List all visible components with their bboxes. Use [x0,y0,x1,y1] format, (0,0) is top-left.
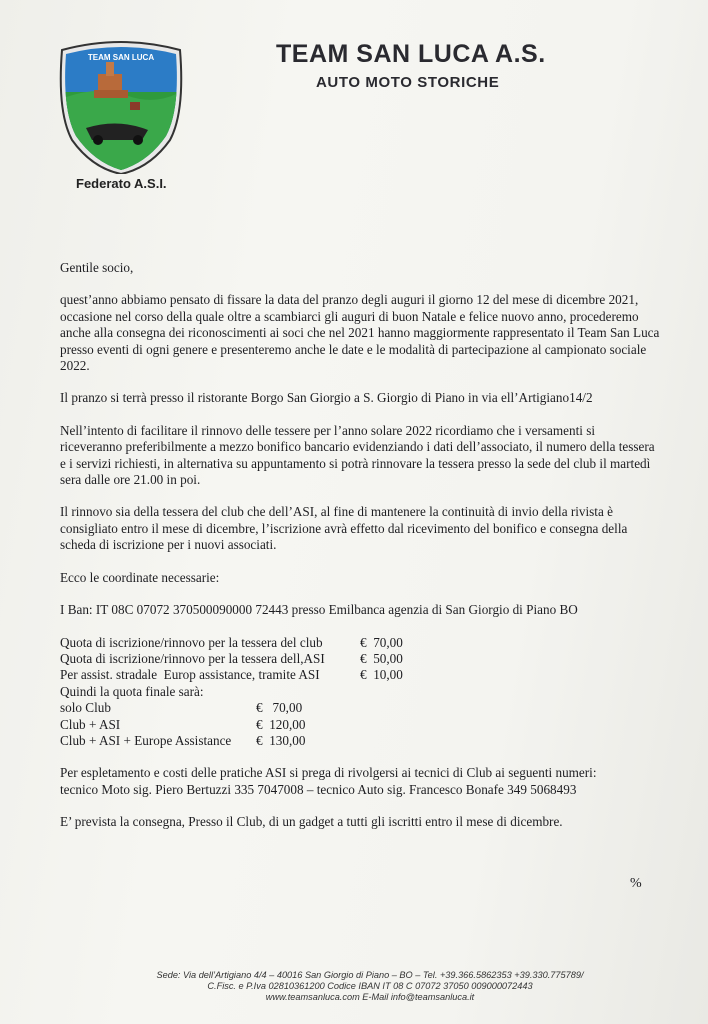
fee-row [60,651,660,667]
team-san-luca-shield-logo [58,40,184,174]
logo-text: TEAM SAN LUCA [87,53,155,62]
paragraph-venue: Il pranzo si terrà presso il ristorante Borgo San Giorgio a S. Giorgio di Piano in via ell’Artigiano14/2 [60,390,593,406]
contacts-line: tecnico Moto sig. Piero Bertuzzi 335 7047008 – tecnico Auto sig. Francesco Bonafe 349 5068493 [60,781,577,797]
total-row [60,733,660,749]
total-amount: € 70,00 [256,700,303,716]
contacts-line: Per espletamento e costi delle pratiche ASI si prega di rivolgersi ai tecnici di Club ai seguenti numeri: [60,765,597,781]
organization-name: TEAM SAN LUCA A.S. [276,40,546,68]
continue-mark: % [630,876,642,891]
total-row [60,717,660,733]
iban-line: I Ban: IT 08C 07072 370500090000 72443 presso Emilbanca agenzia di San Giorgio di Piano BO [60,602,578,618]
letterhead-footer [110,970,630,1003]
fee-row [60,635,660,651]
paragraph-coordinates-intro: Ecco le coordinate necessarie: [60,569,220,585]
paragraph-renewal: Nell’intento di facilitare il rinnovo delle tessere per l’anno solare 2022 ricordiamo che i versamenti si riceveranno preferibilmente a mezzo bonifico bancario evidenziando i dati dell’associato, il numero della tessera e i servizi richiesti, in alternativa su appuntamento si potrà rinnovare la tessera presso la sede del club il martedì sera dalle ore 21.00 in poi. [60,422,655,488]
fee-amount: € 70,00 [360,634,403,650]
fee-row [60,667,660,683]
footer-address: Sede: Via dell’Artigiano 4/4 – 40016 San Giorgio di Piano – BO – Tel. +39.366.5862353 +39.330.775789/ [156,970,584,980]
total-row [60,700,660,716]
salutation: Gentile socio, [60,260,134,275]
total-amount: € 130,00 [256,732,306,748]
letter-body [60,260,660,831]
paragraph-intro: quest’anno abbiamo pensato di fissare la data del pranzo degli auguri il giorno 12 del mese di dicembre 2021, occasione nel corso della quale oltre a scambiarci gli auguri di buon Natale e felice nuovo anno, procederemo anche alla consegna dei riconoscimenti ai soci che nel 2021 hanno maggiormente rappresentato il Team San Luca presso eventi di ogni genere e presenteremo anche le date e le modalità di partecipazione al campionato sociale 2022. [60,292,660,374]
fee-label: Quota di iscrizione/rinnovo per la tessera dell,ASI [60,650,325,666]
affiliation-label: Federato A.S.I. [76,176,167,191]
fee-label: Per assist. stradale Europ assistance, tramite ASI [60,667,320,683]
total-label: solo Club [60,700,111,716]
footer-web-email: www.teamsanluca.com E-Mail info@teamsanluca.it [265,992,475,1002]
fee-amount: € 10,00 [360,667,403,683]
total-label: Club + ASI [60,716,121,732]
fee-amount: € 50,00 [360,650,403,666]
fee-label: Quota di iscrizione/rinnovo per la tessera del club [60,634,323,650]
total-label: Club + ASI + Europe Assistance [60,732,232,748]
footer-tax-info: C.Fisc. e P.Iva 02810361200 Codice IBAN IT 08 C 07072 37050 009000072443 [207,981,533,991]
total-amount: € 120,00 [256,716,306,732]
fee-list [60,635,660,750]
paragraph-deadline: Il rinnovo sia della tessera del club che dell’ASI, al fine di mantenere la continuità di invio della rivista è consigliato entro il mese di dicembre, l’iscrizione avrà effetto dal ricevimento del bonifico e consegna della scheda di iscrizione per i nuovi associati. [60,504,628,553]
totals-intro: Quindi la quota finale sarà: [60,683,204,699]
closing-line: E’ prevista la consegna, Presso il Club, di un gadget a tutti gli iscritti entro il mese di dicembre. [60,814,563,830]
organization-subtitle: AUTO MOTO STORICHE [316,74,500,91]
